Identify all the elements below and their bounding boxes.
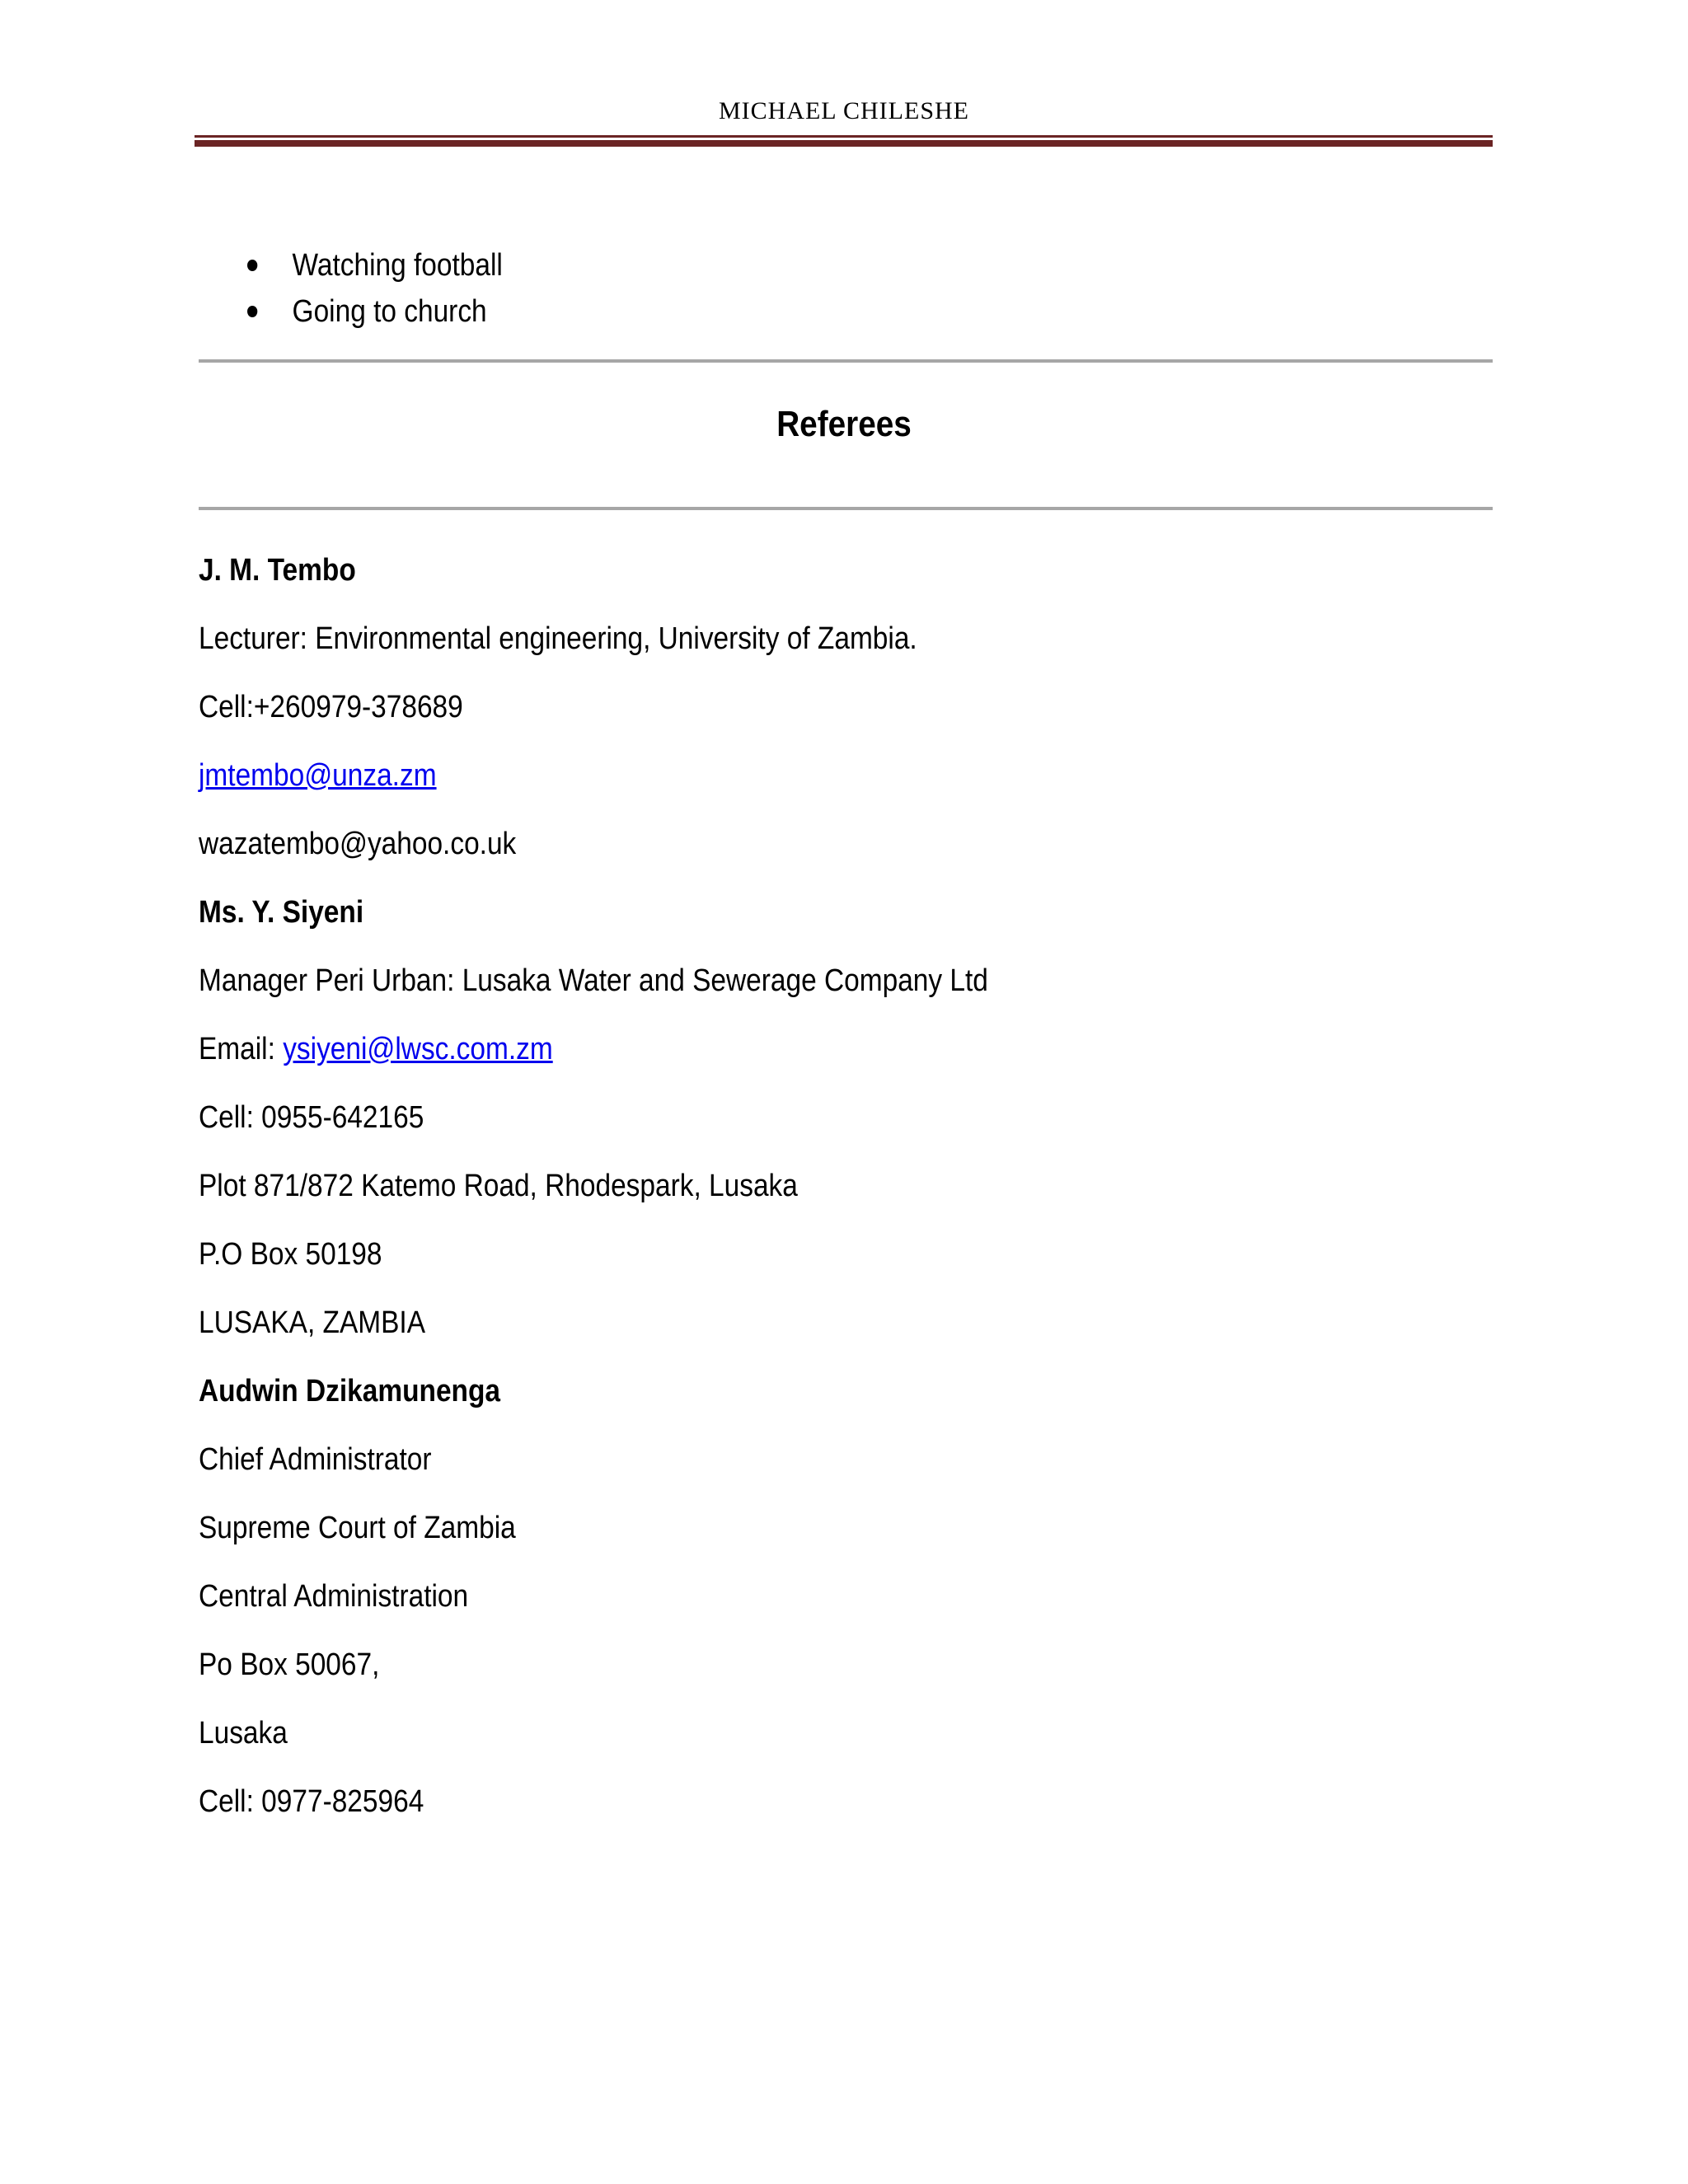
referee-name: Ms. Y. Siyeni [199, 895, 364, 930]
bullet-icon [247, 260, 257, 271]
referee-email-line [199, 756, 437, 795]
referee-cell: Cell: 0977-825964 [199, 1784, 424, 1819]
referee-position: Manager Peri Urban: Lusaka Water and Sewerage Company Ltd [199, 963, 988, 998]
list-item [247, 242, 503, 288]
referee-cell: Cell: 0955-642165 [199, 1100, 424, 1135]
email-link[interactable]: ysiyeni@lwsc.com.zm [283, 1032, 553, 1066]
referee-name: J. M. Tembo [199, 553, 356, 588]
running-header: MICHAEL CHILESHE [718, 97, 970, 124]
email-label: Email: [199, 1032, 284, 1066]
referee-position: Lecturer: Environmental engineering, University of Zambia. [199, 621, 917, 656]
section-title: Referees [776, 404, 912, 444]
referee-email-alt: wazatembo@yahoo.co.uk [199, 827, 517, 861]
header-rule-thick [195, 140, 1493, 147]
list-item [247, 288, 503, 335]
referee-cell: Cell:+260979-378689 [199, 690, 463, 724]
hobbies-list [247, 242, 537, 335]
referee-name: Audwin Dzikamunenga [199, 1374, 501, 1408]
section-divider-top [199, 359, 1493, 363]
referee-address: Plot 871/872 Katemo Road, Rhodespark, Lusaka [199, 1169, 798, 1203]
bullet-icon [247, 306, 257, 317]
referee-city: Lusaka [199, 1716, 288, 1750]
referee-address: P.O Box 50198 [199, 1237, 382, 1272]
hobby-text: Going to church [292, 294, 487, 329]
referee-box: Po Box 50067, [199, 1647, 380, 1682]
referee-position: Chief Administrator [199, 1442, 432, 1477]
section-divider-bottom [199, 507, 1493, 510]
email-link[interactable]: jmtembo@unza.zm [199, 758, 437, 793]
referee-address: LUSAKA, ZAMBIA [199, 1305, 426, 1340]
referee-email-line [199, 1029, 553, 1069]
referee-organization: Supreme Court of Zambia [199, 1511, 516, 1545]
hobby-text: Watching football [292, 248, 503, 283]
header-rule [195, 135, 1493, 147]
referee-department: Central Administration [199, 1579, 469, 1614]
